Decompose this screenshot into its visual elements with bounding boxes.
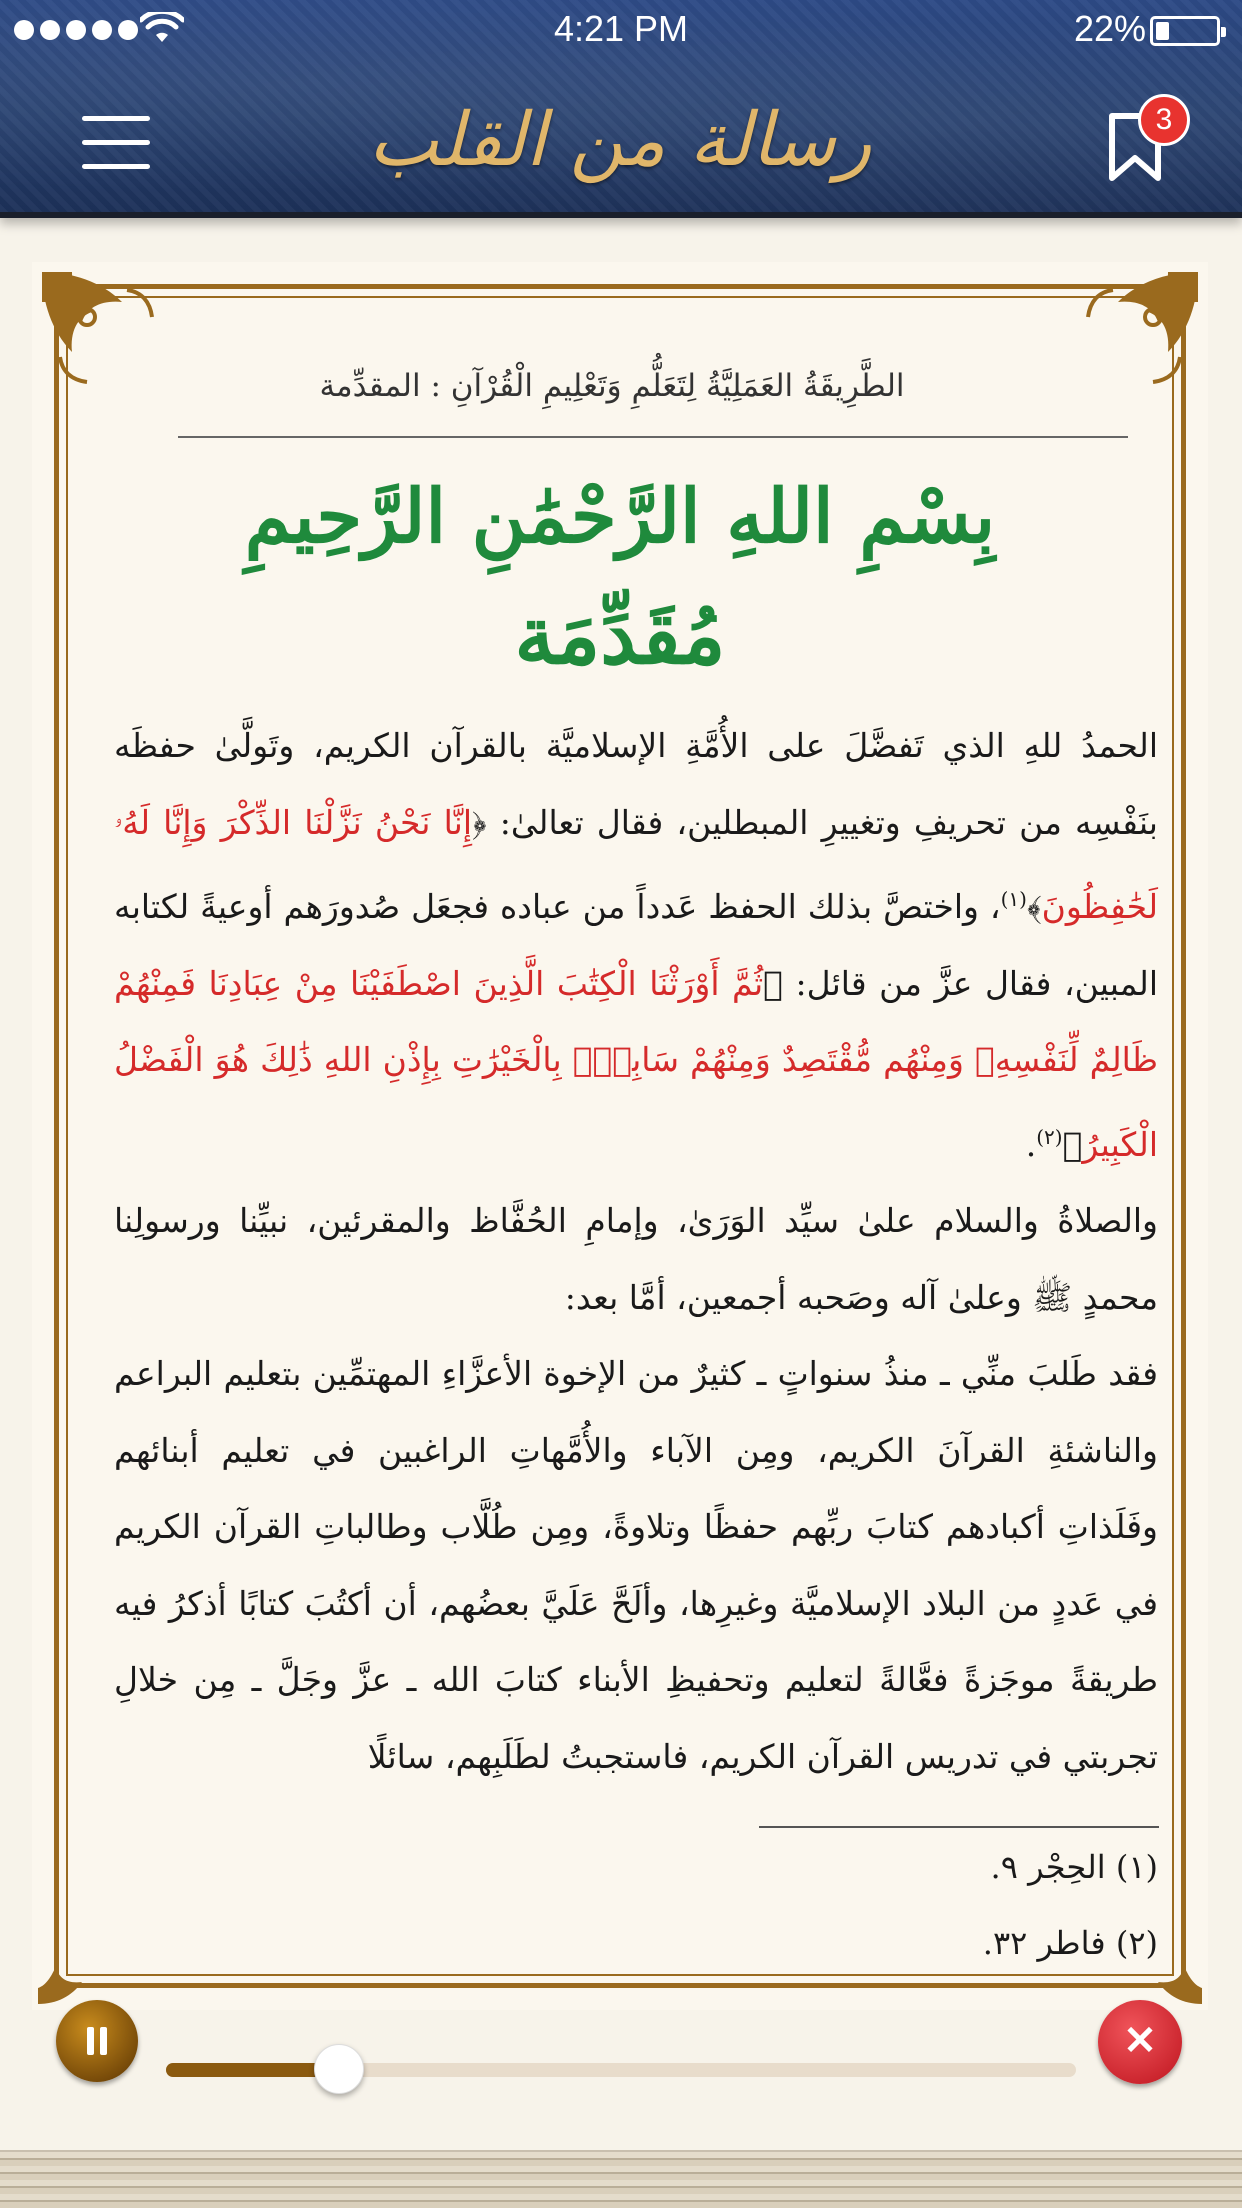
battery-percentage: 22% — [1073, 8, 1146, 49]
menu-button[interactable] — [82, 116, 150, 172]
footnote-divider — [759, 1826, 1159, 1828]
header-divider — [178, 436, 1128, 438]
paragraph — [114, 708, 1158, 1183]
pause-icon — [87, 2027, 94, 2055]
app-logo: رسالة من القلب — [368, 97, 872, 183]
menu-icon-line — [82, 164, 150, 169]
page-stack-edges — [0, 2150, 1242, 2208]
audio-progress-fill — [166, 2063, 339, 2077]
status-time: 4:21 PM — [553, 8, 689, 49]
status-bar — [0, 0, 1242, 60]
bookmark-count-badge: 3 — [1138, 94, 1190, 146]
basmala: بِسْمِ اللهِ الرَّحْمَٰنِ الرَّحِيمِ — [244, 474, 996, 560]
audio-progress-slider[interactable] — [166, 2063, 1076, 2077]
footnote-reference[interactable]: (١) — [1000, 887, 1027, 911]
battery-level — [1156, 22, 1169, 40]
ornament-corner-icon — [32, 1950, 92, 2010]
paragraph: والصلاةُ والسلام علىٰ سيِّد الوَرَىٰ، وإمامِ الحُفَّاظ والمقرئين، نبيِّنا ورسولِنا محمدٍ ﷺ وعلىٰ آله وصَحبه أجمعين، أمَّا بعد: — [114, 1201, 1158, 1317]
text-span: ﴾ — [1062, 1124, 1083, 1164]
quran-verse: إِنَّا نَحْنُ نَزَّلْنَا الذِّكْرَ وَإِنَّا لَهُۥ لَحَٰفِظُونَ — [114, 802, 1158, 926]
paragraph: فقد طَلبَ منِّي ـ منذُ سنواتٍ ـ كثيرٌ من الإخوة الأعزَّاءِ المهتمِّين بتعليم البراعم والناشئةِ القرآنَ الكريم، ومِن الآباء والأُمَّهاتِ الراغبين في تعليم أبنائهم وفَلَذاتِ أكبادهم كتابَ ربِّهم حفظًا وتلاوةً، ومِن طُلَّاب وطالباتِ القرآن الكريم في عَددٍ من البلاد الإسلاميَّة وغيرِها، وألَحَّ عَلَيَّ بعضُهم، أن أكتُبَ كتابًا أذكرُ فيه طريقةً موجَزةً فعَّالةً لتعليم وتحفيظِ الأبناء كتابَ الله ـ عزَّ وجَلَّ ـ مِن خلالِ تجربتي في تدريس القرآن الكريم، فاستجبتُ لطَلَبِهم، سائلًا — [114, 1354, 1158, 1776]
audio-progress-thumb[interactable] — [314, 2044, 364, 2094]
book-page — [32, 262, 1208, 2010]
ornament-corner-icon — [1078, 262, 1208, 392]
running-head: الطَّرِيقَةُ العَمَلِيَّةُ لِتَعَلُّمِ وَتَعْلِيمِ الْقُرْآنِ : المقدِّمة — [319, 368, 905, 404]
menu-icon-line — [82, 140, 150, 145]
close-icon: ✕ — [1123, 2019, 1157, 2063]
battery-icon — [1150, 16, 1220, 46]
text-span: الحمدُ للهِ الذي تَفضَّلَ على الأُمَّةِ الإسلاميَّة بالقرآن الكريم، وتَولَّىٰ حفظَه بنَفْسِه من تحريفِ وتغييرِ المبطلين، فقال تعالىٰ: ﴿ — [114, 726, 1158, 842]
footnote-reference[interactable]: (٢) — [1036, 1124, 1063, 1149]
footnote: (٢) فاطر ٣٢. — [982, 1924, 1158, 1962]
body-text — [114, 708, 1158, 1795]
app-header — [0, 0, 1242, 218]
text-span: ﴾ — [1026, 887, 1042, 926]
menu-icon — [82, 116, 150, 121]
footnote: (١) الحِجْر ٩. — [990, 1848, 1158, 1886]
quran-verse: ثُمَّ أَوْرَثْنَا الْكِتَٰبَ الَّذِينَ اصْطَفَيْنَا مِنْ عِبَادِنَا فَمِنْهُمْ ظَالِمٌ لِّنَفْسِهِۦ وَمِنْهُم مُّقْتَصِدٌ وَمِنْهُمْ سَابِقٌۢ بِالْخَيْرَٰتِ بِإِذْنِ اللهِ ذَٰلِكَ هُوَ الْفَضْلُ الْكَبِيرُ — [114, 963, 1158, 1164]
pause-button[interactable] — [56, 2000, 138, 2082]
text-span: ، واختصَّ بذلك الحفظ عَدداً من عباده فجعَل صُدورَهم أوعيةً لكتابه المبين، فقال عزَّ من قائل: ﴿ — [114, 887, 1158, 1003]
pause-icon-bar — [100, 2027, 107, 2055]
text-span: . — [1025, 1124, 1037, 1164]
close-player-button[interactable] — [1098, 2000, 1182, 2084]
chapter-title: مُقَدِّمَة — [514, 588, 726, 682]
ornament-corner-icon — [32, 262, 162, 392]
